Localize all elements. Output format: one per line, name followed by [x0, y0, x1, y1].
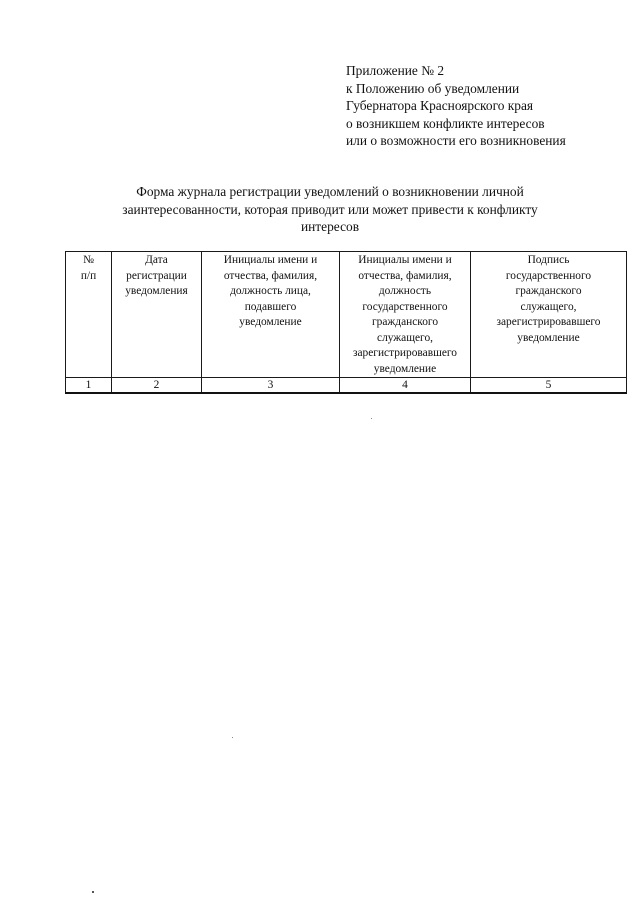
header-line: зарегистрировавшего [496, 316, 601, 328]
header-line: уведомления [125, 285, 188, 297]
header-line: должность [378, 285, 432, 297]
header-line: уведомление [239, 316, 302, 328]
header-line: Дата [145, 254, 168, 266]
scan-speck [92, 891, 94, 893]
column-number: 5 [471, 378, 627, 394]
header-line: должность лица, [230, 285, 311, 297]
header-line: государственного [362, 300, 448, 313]
header-line: зарегистрировавшего [352, 347, 457, 359]
header-line: государственного [505, 269, 592, 282]
header-line: регистрации [126, 269, 187, 282]
header-line: служащего, [520, 300, 577, 313]
header-line: Инициалы имени и [358, 254, 452, 266]
column-number: 4 [340, 378, 471, 394]
form-title-line: Форма журнала регистрации уведомлений о возникновении личной [136, 184, 524, 199]
header-registrar [340, 252, 471, 378]
header-line: служащего, [377, 331, 433, 344]
column-number: 3 [202, 378, 340, 394]
header-line: отчества, фамилия, [223, 269, 318, 282]
header-line: гражданского [371, 316, 439, 328]
form-title-line: заинтересованности, которая приводит или может привести к конфликту [122, 201, 538, 217]
header-line: уведомление [517, 331, 580, 344]
form-title [60, 183, 600, 236]
appendix-line: Губернатора Красноярского края [346, 98, 534, 113]
header-line: Подпись [527, 254, 570, 266]
header-line: подавшего [244, 300, 297, 313]
table-row [66, 378, 627, 394]
header-line: № [83, 254, 94, 266]
header-line: п/п [80, 269, 97, 282]
header-line: гражданского [515, 285, 582, 297]
header-submitter [202, 252, 340, 378]
header-signature [471, 252, 627, 378]
column-number: 2 [112, 378, 202, 394]
header-line: отчества, фамилия, [358, 269, 452, 282]
column-number: 1 [66, 378, 112, 394]
header-number [66, 252, 112, 378]
form-title-line: интересов [300, 219, 360, 234]
journal-table [65, 251, 627, 394]
header-line: Инициалы имени и [223, 254, 318, 266]
appendix-header [346, 62, 566, 150]
appendix-line: Приложение № 2 [346, 63, 445, 78]
header-registration-date [112, 252, 202, 378]
appendix-line: к Положению об уведомлении [346, 80, 520, 96]
appendix-line: или о возможности его возникновения [346, 133, 566, 148]
scan-speck [232, 737, 233, 738]
table-header-row [66, 252, 627, 378]
header-line: уведомление [373, 362, 437, 375]
scan-speck [371, 418, 372, 419]
appendix-line: о возникшем конфликте интересов [346, 115, 545, 131]
